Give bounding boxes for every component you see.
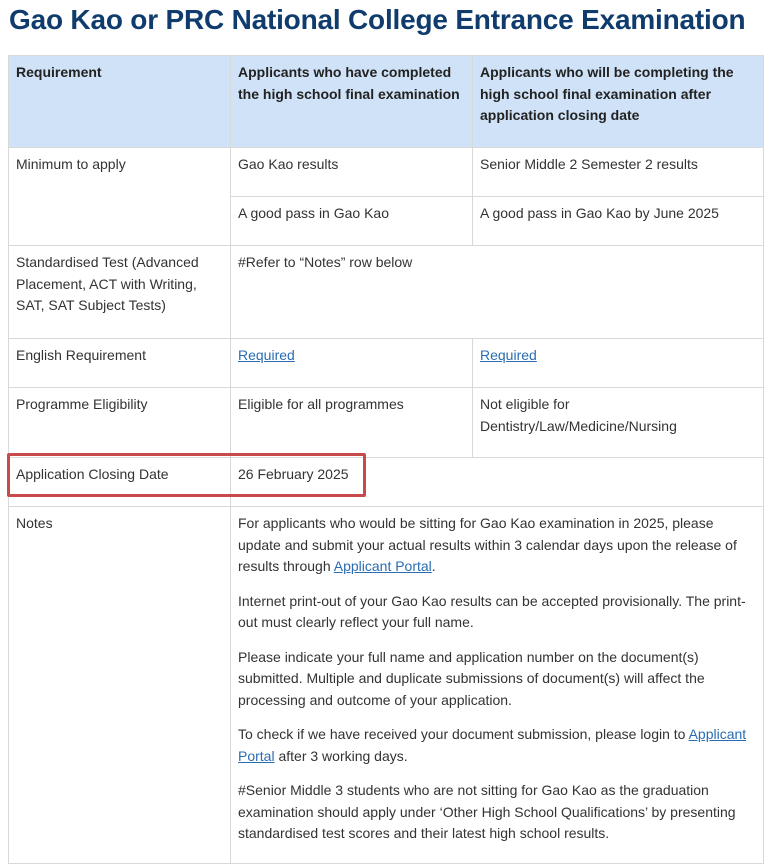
standardised-label: Standardised Test (Advanced Placement, ACT with Writing, SAT, SAT Subject Tests): [9, 246, 231, 339]
header-completed: Applicants who have completed the high school final examination: [231, 56, 473, 148]
notes-p1-end: .: [431, 558, 436, 574]
table-row-standardised: [9, 246, 764, 339]
closing-label: Application Closing Date: [9, 458, 231, 507]
table-row-notes: [9, 507, 764, 864]
notes-p4-text: To check if we have received your document submission, please login to: [238, 726, 689, 742]
minimum-completing-2: A good pass in Gao Kao by June 2025: [473, 197, 764, 246]
header-row: [9, 56, 764, 148]
closing-value: 26 February 2025: [231, 458, 764, 507]
minimum-completed-2: A good pass in Gao Kao: [231, 197, 473, 246]
english-required-link-completing[interactable]: Required: [480, 347, 537, 363]
notes-paragraph-5: #Senior Middle 3 students who are not sitting for Gao Kao as the graduation examination should apply under ‘Other High School Qualifications’ by presenting standardised test scores and their latest high school results.: [238, 782, 736, 841]
notes-content: [231, 507, 764, 864]
minimum-completing-1: Senior Middle 2 Semester 2 results: [473, 148, 764, 197]
minimum-completed-1: Gao Kao results: [231, 148, 473, 197]
header-completing: Applicants who will be completing the high school final examination after application closing date: [473, 56, 764, 148]
english-completing-cell: [473, 339, 764, 388]
programme-completed: Eligible for all programmes: [231, 388, 473, 458]
applicant-portal-link-1[interactable]: Applicant Portal: [333, 558, 432, 574]
applicant-portal-link-2[interactable]: Applicant Portal: [238, 726, 747, 764]
english-label: English Requirement: [9, 339, 231, 388]
notes-paragraph-4: [238, 724, 756, 767]
notes-paragraph-2: Internet print-out of your Gao Kao results can be accepted provisionally. The print-out must clearly reflect your full name.: [238, 592, 746, 630]
programme-label: Programme Eligibility: [9, 388, 231, 458]
notes-paragraph-3: Please indicate your full name and application number on the document(s) submitted. Multiple and duplicate submissions of document(s) will affect the processing and outcome of your application.: [238, 648, 705, 708]
programme-completing: Not eligible for Dentistry/Law/Medicine/Nursing: [473, 388, 764, 458]
table-row-minimum: [9, 148, 764, 197]
table-row-closing-date: [9, 458, 764, 507]
table-row-english: [9, 339, 764, 388]
minimum-label: Minimum to apply: [9, 148, 231, 246]
standardised-value: #Refer to “Notes” row below: [231, 246, 764, 339]
notes-p4-end: after 3 working days.: [274, 747, 408, 764]
notes-p1-text: For applicants who would be sitting for Gao Kao examination in 2025, please update and submit your actual results within 3 calendar days upon the release of results through: [238, 515, 737, 574]
english-required-link-completed[interactable]: Required: [238, 347, 295, 363]
page-title: Gao Kao or PRC National College Entrance Examination: [9, 4, 746, 35]
notes-label: Notes: [9, 507, 231, 864]
notes-paragraph-1: [238, 513, 756, 578]
english-completed-cell: [231, 339, 473, 388]
requirements-table: [8, 55, 764, 864]
header-requirement: Requirement: [9, 56, 231, 148]
table-row-programme: [9, 388, 764, 458]
